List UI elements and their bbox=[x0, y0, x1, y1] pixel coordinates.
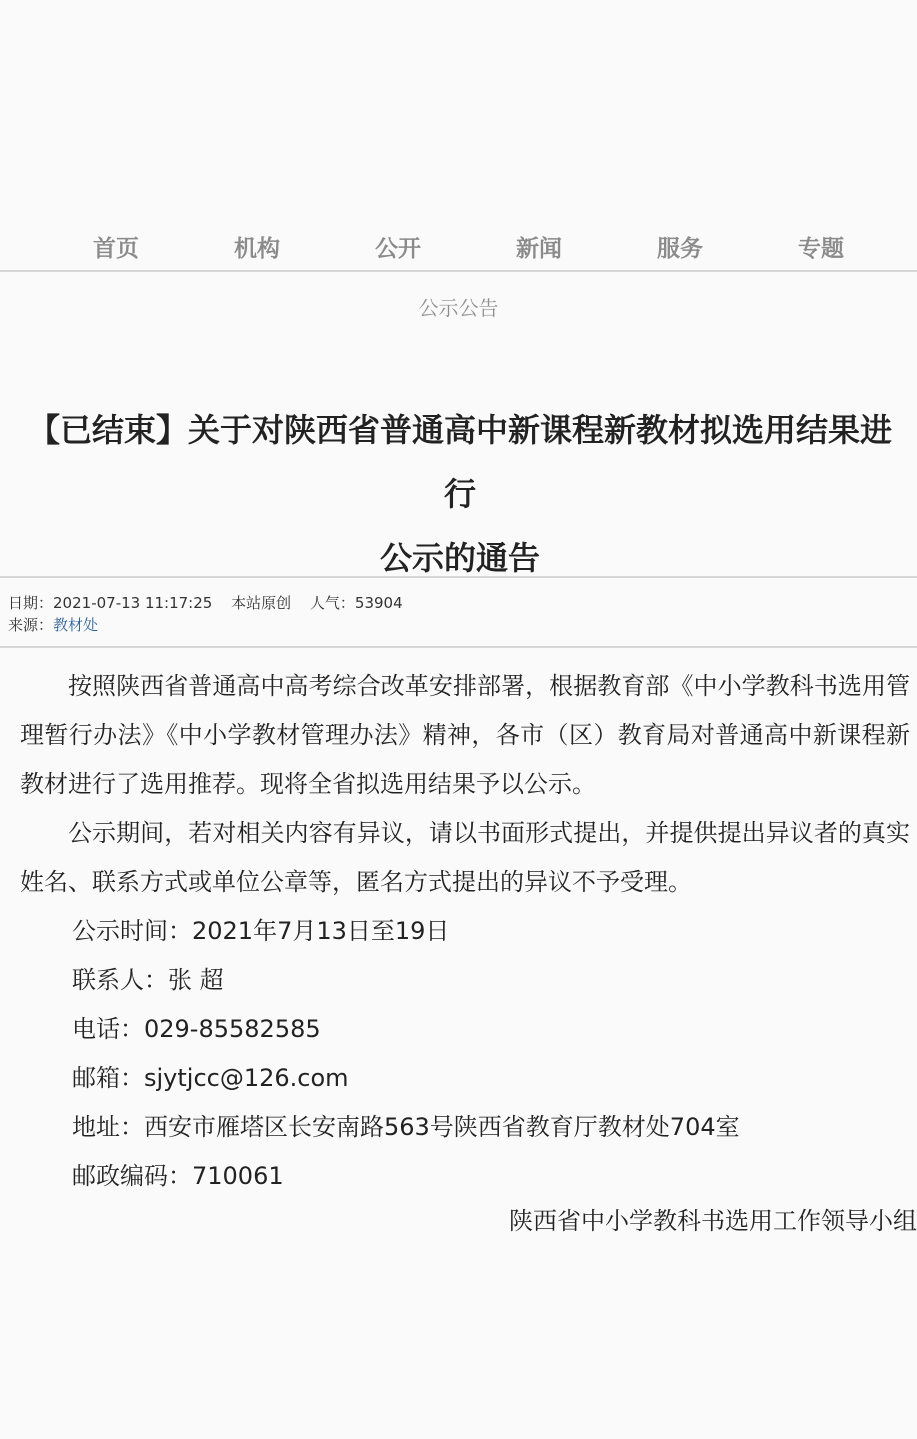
meta-date-value: 2021-07-13 11:17:25 bbox=[53, 594, 213, 612]
meta-source-label: 来源： bbox=[8, 616, 54, 634]
nav-item-news[interactable]: 新闻 bbox=[516, 236, 562, 262]
field-notice-period: 公示时间：2021年7月13日至19日 bbox=[72, 917, 450, 945]
nav-item-services[interactable]: 服务 bbox=[657, 236, 703, 262]
paragraph-1: 按照陕西省普通高中高考综合改革安排部署，根据教育部《中小学教科书选用管理暂行办法》《中小学教材管理办法》精神，各市（区）教育局对普通高中新课程新教材进行了选用推荐。现将全省拟选用结果予以公示。 bbox=[20, 672, 910, 798]
article-body bbox=[20, 662, 910, 1201]
field-address: 地址：西安市雁塔区长安南路563号陕西省教育厅教材处704室 bbox=[72, 1113, 740, 1141]
top-nav bbox=[0, 222, 917, 272]
nav-item-topics[interactable]: 专题 bbox=[798, 236, 844, 262]
field-email: 邮箱：sjytjcc@126.com bbox=[72, 1064, 349, 1092]
field-postal-code: 邮政编码：710061 bbox=[72, 1162, 284, 1190]
section-label[interactable]: 公示公告 bbox=[418, 296, 499, 320]
paragraph-2: 公示期间，若对相关内容有异议，请以书面形式提出，并提供提出异议者的真实姓名、联系方式或单位公章等，匿名方式提出的异议不予受理。 bbox=[20, 819, 910, 896]
meta-views-value: 53904 bbox=[354, 594, 403, 612]
meta-date-label: 日期： bbox=[8, 594, 54, 612]
article-title bbox=[20, 398, 900, 590]
article-meta bbox=[0, 576, 917, 648]
meta-origin: 本站原创 bbox=[231, 594, 292, 612]
meta-line-source bbox=[8, 614, 98, 635]
article-title-line-1: 【已结束】关于对陕西省普通高中新课程新教材拟选用结果进行 bbox=[27, 411, 892, 513]
nav-item-organization[interactable]: 机构 bbox=[234, 236, 280, 262]
article-title-line-2: 公示的通告 bbox=[379, 539, 540, 577]
field-contact-person: 联系人：张 超 bbox=[72, 966, 224, 994]
signature: 陕西省中小学教科书选用工作领导小组 bbox=[509, 1207, 917, 1235]
meta-line-date bbox=[8, 592, 417, 613]
meta-views bbox=[310, 594, 403, 612]
meta-date bbox=[8, 594, 212, 612]
field-phone: 电话：029-85582585 bbox=[72, 1015, 321, 1043]
nav-item-public[interactable]: 公开 bbox=[375, 236, 421, 262]
meta-source-link[interactable]: 教材处 bbox=[53, 616, 99, 634]
nav-item-home[interactable]: 首页 bbox=[93, 236, 139, 262]
meta-views-label: 人气： bbox=[309, 594, 355, 612]
